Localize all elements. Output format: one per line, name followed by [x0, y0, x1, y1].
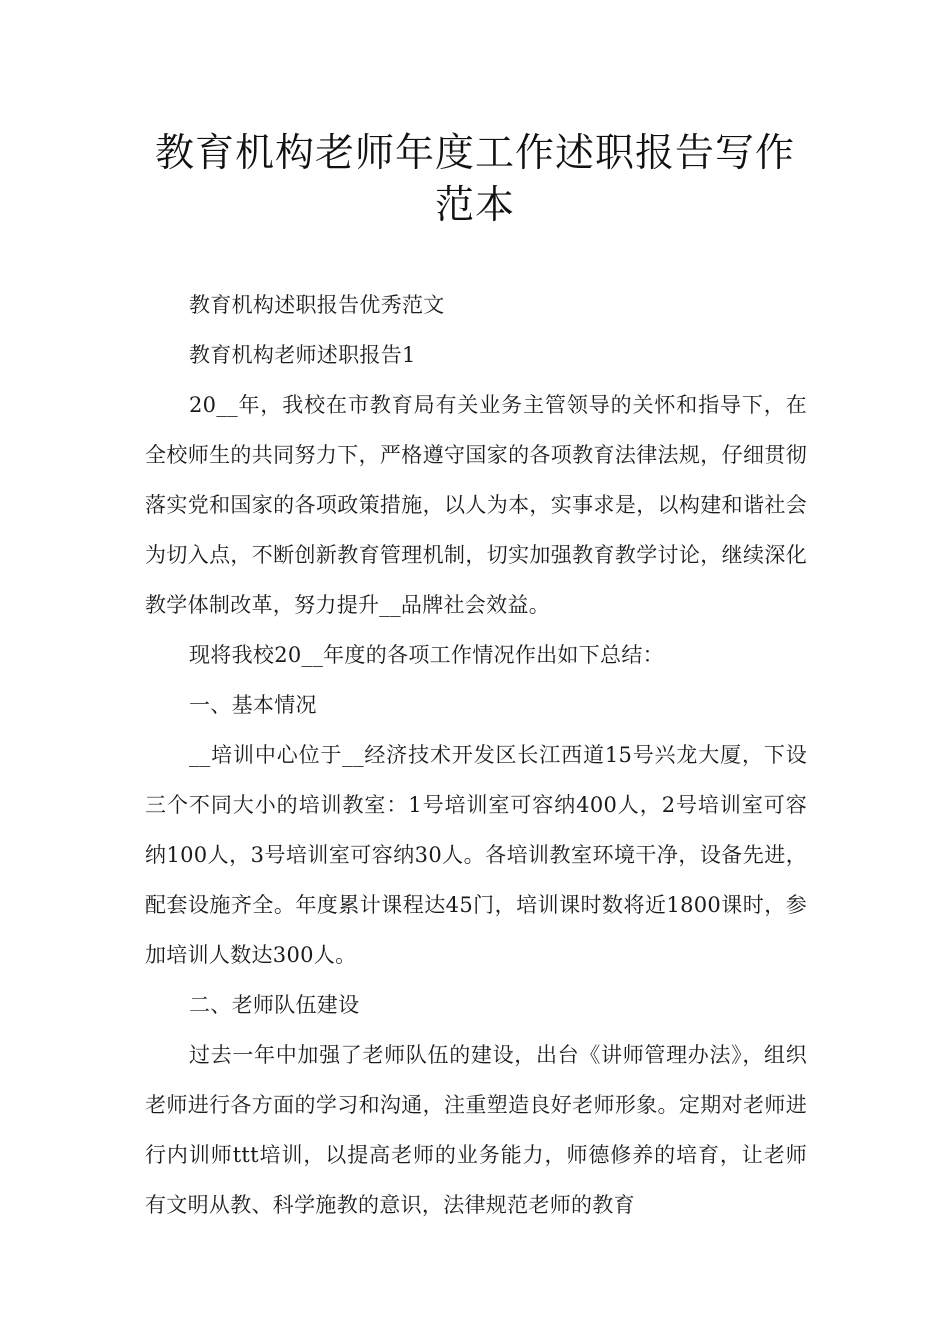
paragraph-teacher-team: 过去一年中加强了老师队伍的建设，出台《讲师管理办法》，组织老师进行各方面的学习和沟通，注重塑造良好老师形象。定期对老师进行内训师ttt培训，以提高老师的业务能力，师德修养的培育，让老师有文明从教、科学施教的意识，法律规范老师的教育	[145, 1043, 807, 1217]
section-heading-teacher-team: 二、老师队伍建设	[189, 993, 360, 1017]
document-title: 教育机构老师年度工作述职报告写作范本	[154, 131, 795, 228]
paragraph-intro: 20__年，我校在市教育局有关业务主管领导的关怀和指导下，在全校师生的共同努力下，严格遵守国家的各项教育法律法规，仔细贯彻落实党和国家的各项政策措施，以人为本，实事求是，以构建和谐社会为切入点，不断创新教育管理机制，切实加强教育教学讨论，继续深化教学体制改革，努力提升__品牌社会效益。	[145, 393, 807, 617]
document-body	[145, 280, 807, 1230]
paragraph-subtitle: 教育机构述职报告优秀范文	[189, 293, 445, 317]
paragraph-summary-lead: 现将我校20__年度的各项工作情况作出如下总结：	[189, 643, 664, 667]
section-heading-basic-info: 一、基本情况	[189, 693, 317, 717]
paragraph-report-heading: 教育机构老师述职报告1	[189, 343, 416, 367]
paragraph-basic-info: __培训中心位于__经济技术开发区长江西道15号兴龙大厦，下设三个不同大小的培训教室：1号培训室可容纳400人，2号培训室可容纳100人，3号培训室可容纳30人。各培训教室环境干净，设备先进，配套设施齐全。年度累计课程达45门，培训课时数将近1800课时，参加培训人数达300人。	[145, 743, 807, 967]
